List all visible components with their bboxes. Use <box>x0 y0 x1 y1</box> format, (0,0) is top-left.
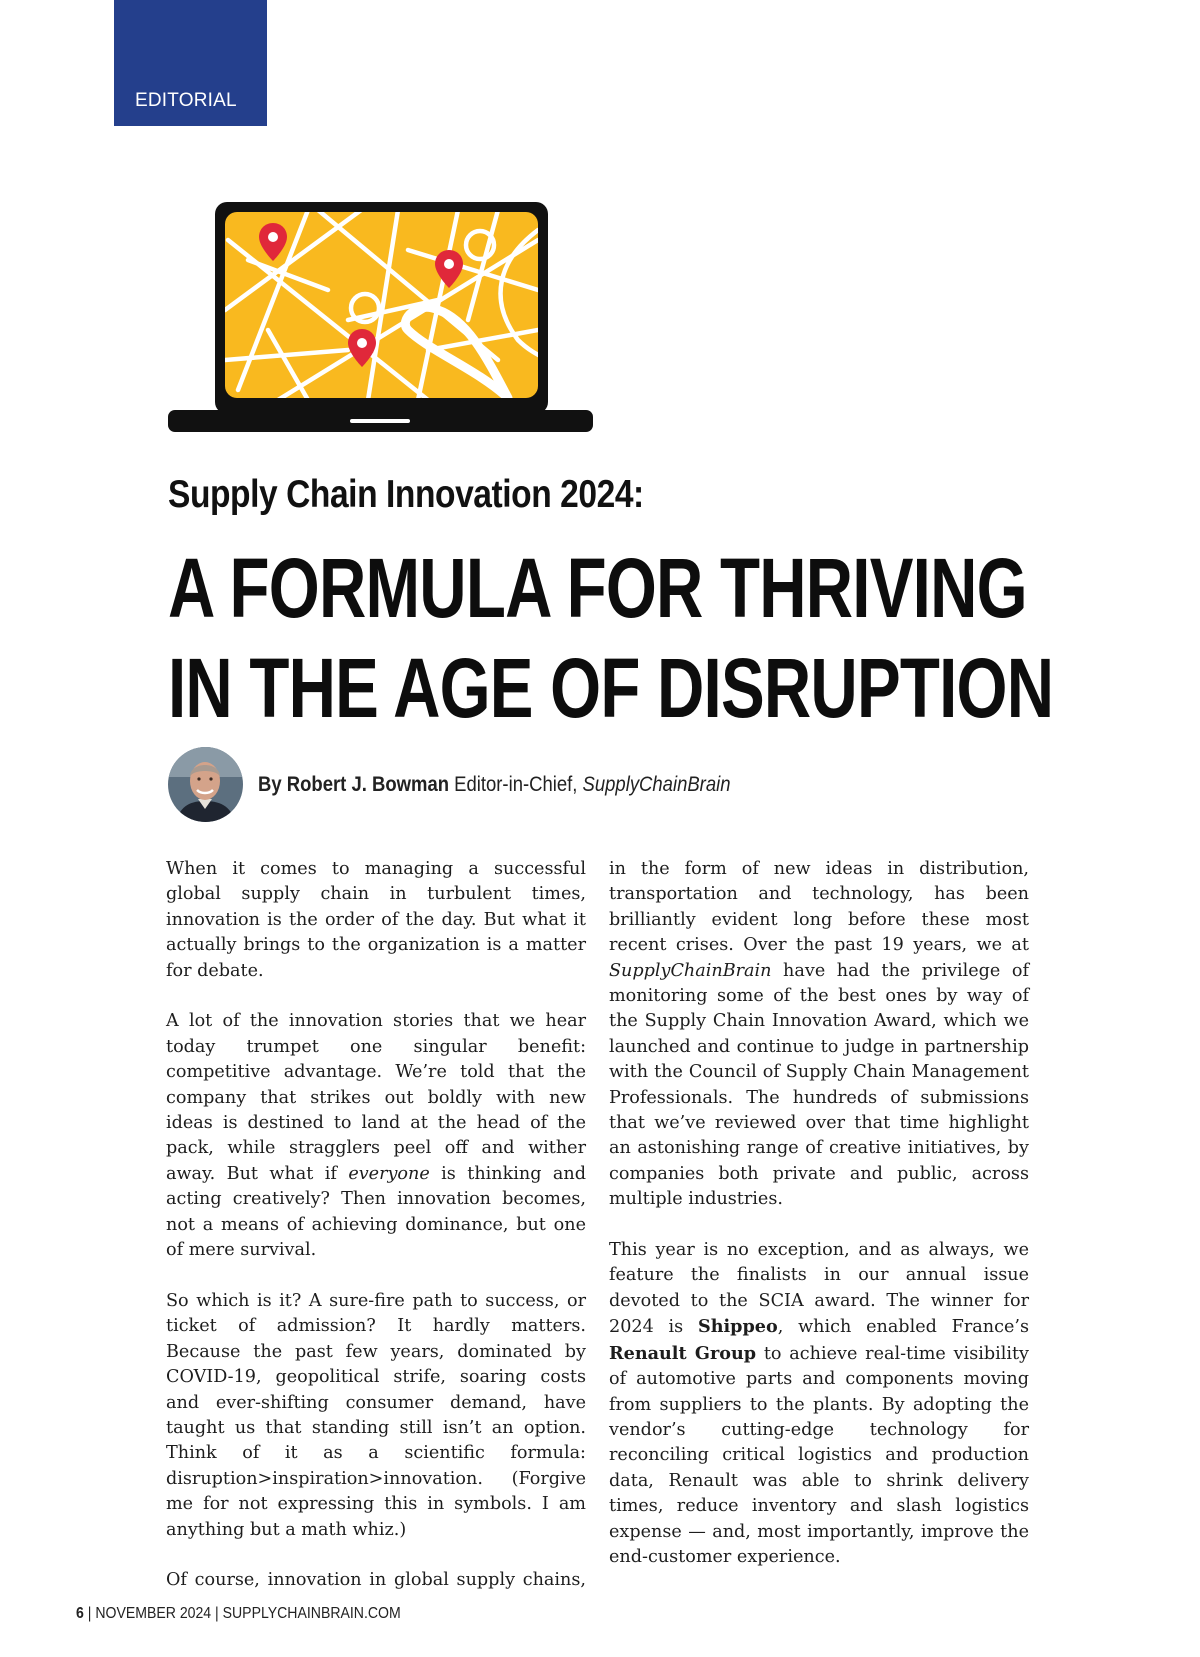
body-paragraph: When it comes to managing a successful global supply chain in turbulent times, innovation is the order of the day. But what it actually brings to the organization is a matter for debate. <box>166 859 586 981</box>
page-number: 6 <box>76 1605 84 1622</box>
laptop-map-icon <box>168 200 593 442</box>
author-name: Robert J. Bowman <box>286 773 450 796</box>
body-paragraph: in the form of new ideas in distribution, transportation and technology, has been brilliantly evident long before these most recent crises. Over the past 19 years, we at SupplyChainBrain have had the privilege of monitoring some of the best ones by way of the Supply Chain Innovation Award, which we launched and continue to judge in partnership with the Council of Supply Chain Management Professionals. The hundreds of submissions that we’ve reviewed over that time highlight an astonishing range of creative initiatives, by companies both private and public, across multiple industries. <box>609 859 1029 1210</box>
byline <box>258 773 730 797</box>
body-paragraph: So which is it? A sure-fire path to success, or ticket of admission? It hardly matters. Because the past few years, dominated by COVID-19, geopolitical strife, soaring costs and ever-shifting consumer demand, have taught us that standing still isn’t an option. Think of it as a scientific formula: disruption>inspiration>innovation. (Forgive me for not expressing this in symbols. I am anything but a math whiz.) <box>166 1290 586 1540</box>
article-headline <box>168 538 1053 738</box>
headline-line-2: IN THE AGE OF DISRUPTION <box>168 641 1054 735</box>
author-avatar <box>168 747 243 822</box>
article-column-right <box>609 857 1029 1570</box>
section-label: EDITORIAL <box>135 90 237 111</box>
body-paragraph: Of course, innovation in global supply chains, <box>166 1570 586 1591</box>
company-name: Shippeo <box>698 1316 778 1338</box>
publication-name: SupplyChainBrain <box>582 773 731 796</box>
headline-line-1: A FORMULA FOR THRIVING <box>168 541 1027 635</box>
page-footer: 6 | NOVEMBER 2024 | SUPPLYCHAINBRAIN.COM <box>76 1605 401 1622</box>
company-name: Renault Group <box>609 1342 757 1364</box>
body-paragraph: A lot of the innovation stories that we hear today trumpet one singular benefit: competitive advantage. We’re told that the company that strikes out boldly with new ideas is destined to land at the head of the pack, while stragglers peel off and wither away. But what if everyone is thinking and acting creatively? Then innovation becomes, not a means of achieving dominance, but one of mere survival. <box>166 1011 586 1261</box>
section-tab <box>114 0 267 126</box>
body-paragraph: This year is no exception, and as always, we feature the finalists in our annual issue devoted to the SCIA award. The winner for 2024 is Shippeo, which enabled France’s Renault Group to achieve real-time visibility of automotive parts and components moving from suppliers to the plants. By adopting the vendor’s cutting-edge technology for reconciling critical logistics and production data, Renault was able to shrink delivery times, reduce inventory and slash logistics expense — and, most importantly, improve the end-customer experience. <box>609 1240 1029 1567</box>
author-role: Editor-in-Chief, <box>454 773 578 796</box>
website-link[interactable]: SUPPLYCHAINBRAIN.COM <box>222 1605 401 1622</box>
byline-prefix: By <box>258 773 282 796</box>
article-column-left <box>166 857 586 1594</box>
article-kicker: Supply Chain Innovation 2024: <box>168 473 644 516</box>
issue-date: NOVEMBER 2024 <box>95 1605 212 1622</box>
